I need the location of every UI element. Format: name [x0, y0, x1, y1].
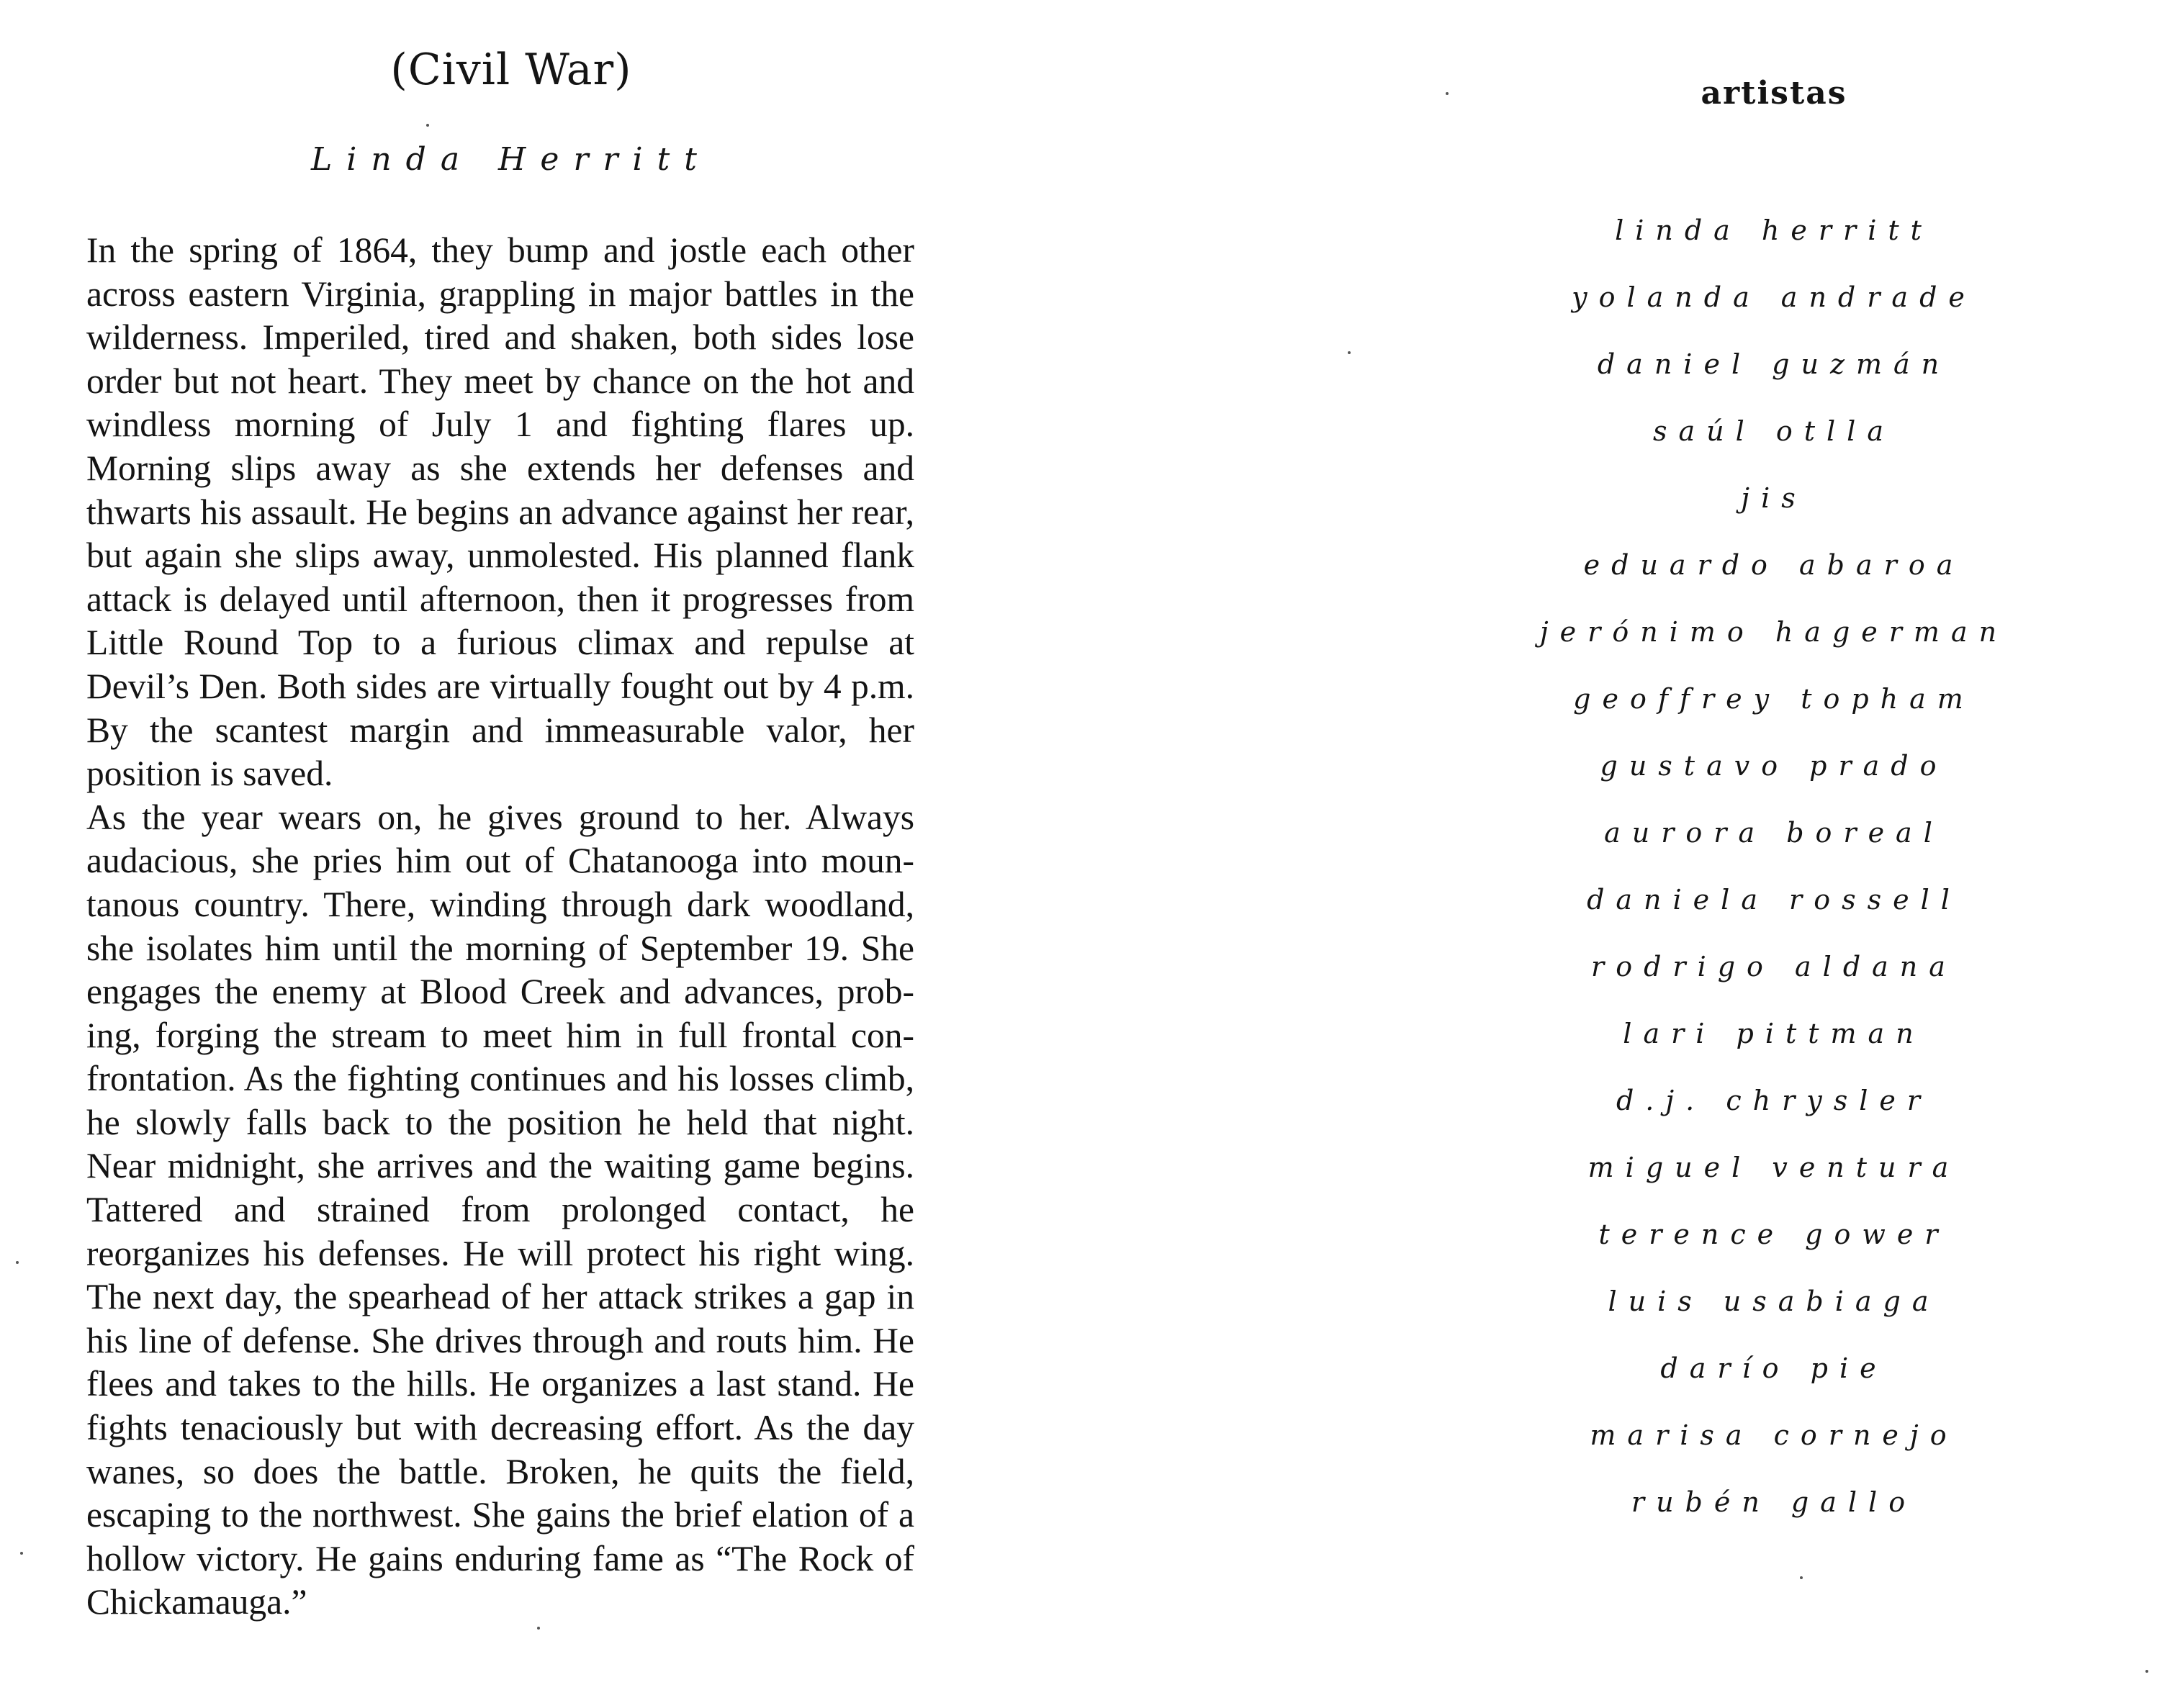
right-page [1090, 0, 2180, 1708]
artist-name: lari pittman [1623, 1018, 1925, 1049]
artist-name: jis [1741, 482, 1807, 514]
artist-name: geoffrey topham [1573, 683, 1975, 715]
artist-name: daniel guzmán [1597, 348, 1951, 380]
artist-name: yolanda andrade [1572, 281, 1976, 313]
artist-name: aurora boreal [1604, 817, 1944, 849]
artist-name: terence gower [1598, 1219, 1950, 1250]
scan-speck [2145, 1670, 2148, 1673]
artist-name: marisa cornejo [1590, 1419, 1958, 1451]
scan-speck [1348, 351, 1351, 354]
essay-author: Linda Herritt [311, 141, 711, 178]
scan-speck [1446, 92, 1449, 95]
scan-speck [20, 1552, 23, 1555]
artist-name: eduardo abaroa [1583, 549, 1965, 581]
artist-name: darío pie [1660, 1352, 1888, 1384]
artist-list [1378, 209, 2170, 1547]
scan-speck [16, 1261, 19, 1264]
artist-name: jerónimo hagerman [1539, 616, 2009, 648]
artist-name: rodrigo aldana [1591, 951, 1957, 982]
essay-paragraph-1: In the spring of 1864, they bump and jostle each other across eastern Virginia, grappling in major battles in the wilderness. Imperiled, tired and shaken, both sides lose order but not heart. They meet by chance on the hot and windless morning of July 1 and fighting flares up. Morning slips away as she extends her defenses and thwarts his assault. He begins an advance against her rear, but again she slips away, unmolested. His planned flank attack is delayed until afternoon, then it progresses from Little Round Top to a furious climax and repulse at Devil’s Den. Both sides are virtually fought out by 4 p.m. By the scantest margin and immeasurable valor, her position is saved. [86, 230, 914, 794]
artist-name: miguel ventura [1587, 1152, 1960, 1183]
scan-speck [1800, 1576, 1803, 1579]
artist-name: daniela rossell [1587, 884, 1961, 916]
artist-name: gustavo prado [1600, 750, 1948, 782]
artist-name: rubén gallo [1631, 1486, 1917, 1518]
essay-body [86, 229, 914, 1625]
essay-title: (Civil War) [390, 45, 632, 95]
essay-paragraph-2: As the year wears on, he gives ground to her. Always audacious, she pries him out of Chatanooga into mountanous country. There, winding through dark woodland, she isolates him until the morning of September 19. She engages the enemy at Blood Creek and advances, probing, forging the stream to meet him in full frontal confrontation. As the fighting continues and his losses climb, he slowly falls back to the position he held that night. Near midnight, she arrives and the waiting game begins. Tattered and strained from prolonged contact, he reorganizes his defenses. He will protect his right wing. The next day, the spearhead of her attack strikes a gap in his line of defense. She drives through and routs him. He flees and takes to the hills. He organizes a last stand. He fights tenaciously but with decreasing effort. As the day wanes, so does the battle. Broken, he quits the field, escaping to the northwest. She gains the brief elation of a hollow victory. He gains enduring fame as “The Rock of Chickamauga.” [86, 797, 914, 1622]
artists-heading: artistas [1701, 75, 1847, 112]
scan-speck [537, 1627, 540, 1630]
artist-name: linda herritt [1615, 214, 1933, 246]
artist-name: luis usabiaga [1608, 1285, 1940, 1317]
artist-name: d.j. chrysler [1616, 1085, 1932, 1116]
artist-name: saúl otlla [1653, 415, 1895, 447]
scan-speck [426, 124, 429, 127]
